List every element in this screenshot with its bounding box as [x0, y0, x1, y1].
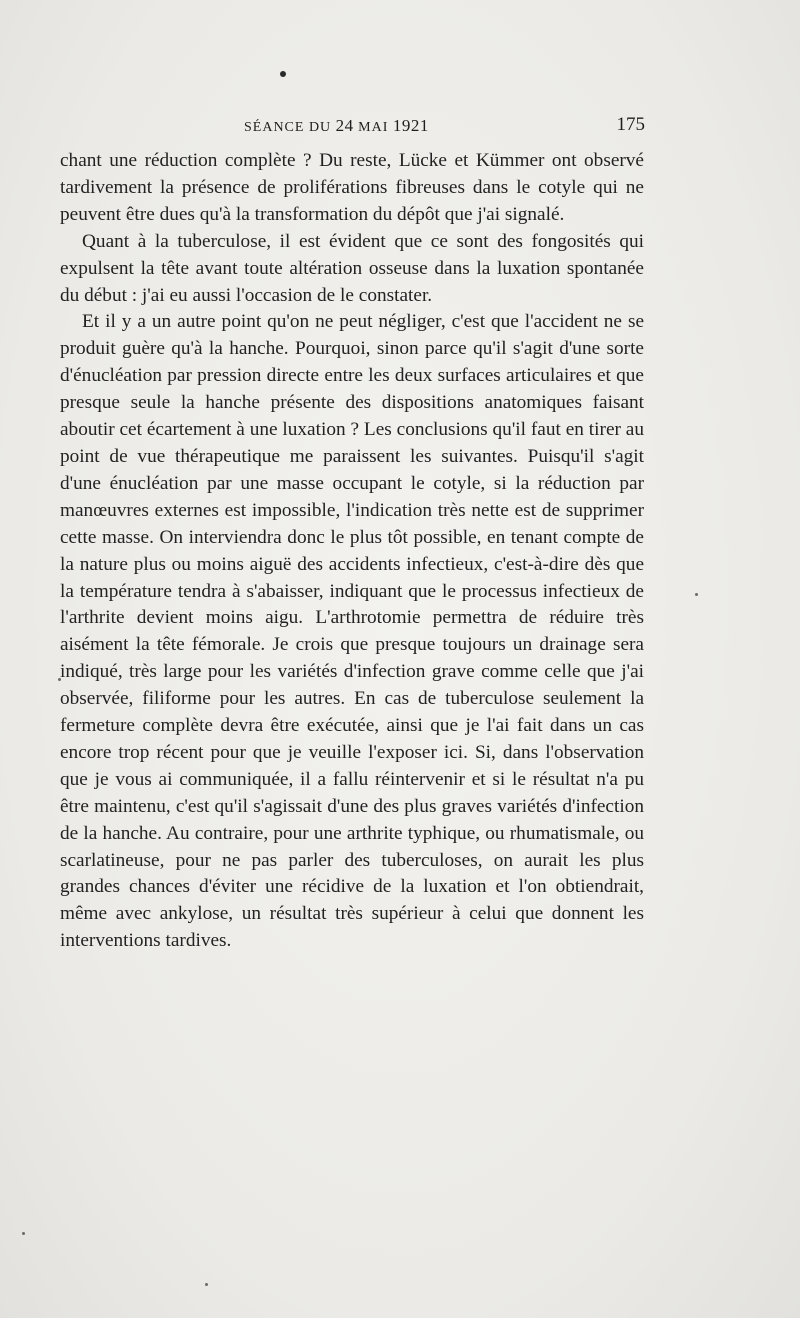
running-title-year: 1921 [392, 116, 429, 135]
paragraph: Quant à la tuberculose, il est évident que ce sont des fongosités qui expulsent la tête avant toute altération osseuse dans la luxation spontanée du début : j'ai eu aussi l'occasion de le constater. [60, 230, 644, 306]
speck-mark [205, 1283, 208, 1286]
running-title-month: MAI [353, 120, 393, 135]
paragraph: chant une réduction complète ? Du reste, Lücke et Kümmer ont observé tardivement la présence de proliférations fibreuses dans le cotyle qui ne peuvent être dues qu'à la transformation du dépôt que j'ai signalé. [60, 150, 644, 225]
speck-mark [695, 593, 698, 596]
running-title [244, 116, 429, 136]
paragraph: Et il y a un autre point qu'on ne peut négliger, c'est que l'accident ne se produit guère qu'à la hanche. Pourquoi, sinon parce qu'il s'agit d'une sorte d'énucléation par pression directe entre les deux surfaces articulaires et que presque seule la hanche présente des dispositions anatomiques faisant aboutir cet écartement à une luxation ? Les conclusions qu'il faut en tirer au point de vue thérapeutique me paraissent les suivantes. Puisqu'il s'agit d'une énucléation par une masse occupant le cotyle, si la réduction par manœuvres externes est impossible, l'indication très nette est de supprimer cette masse. On interviendra donc le plus tôt possible, en tenant compte de la nature plus ou moins aiguë des accidents infectieux, c'est-à-dire dès que la température tendra à s'abaisser, indiquant que le processus infectieux de l'arthrite devient moins aigu. L'arthrotomie permettra de réduire très aisément la tête fémorale. Je crois que presque toujours un drainage sera indiqué, très large pour les variétés d'infection grave comme celle que j'ai observée, filiforme pour les autres. En cas de tuberculose seulement la fermeture complète devra être exécutée, ainsi que je l'ai fait dans un cas encore trop récent pour que je veuille l'exposer ici. Si, dans l'observation que je vous ai communiquée, il a fallu réintervenir et si le résultat n'a pu être maintenu, c'est qu'il s'agissait d'une des plus graves variétés d'infection de la hanche. Au contraire, pour une arthrite typhique, ou rhumatismale, ou scarlatineuse, pour ne pas parler des tuberculoses, on aurait les plus grandes chances d'éviter une récidive de la luxation et l'on obtiendrait, même avec ankylose, un résultat très supérieur à celui que donnent les interventions tardives. [60, 311, 644, 952]
page-number: 175 [616, 114, 645, 135]
speck-mark [22, 1232, 25, 1235]
ink-dot-mark [280, 71, 286, 77]
running-title-day: 24 [335, 116, 354, 135]
running-title-prefix: SÉANCE DU [244, 120, 336, 135]
body-text [60, 148, 644, 955]
page-header [60, 112, 645, 142]
